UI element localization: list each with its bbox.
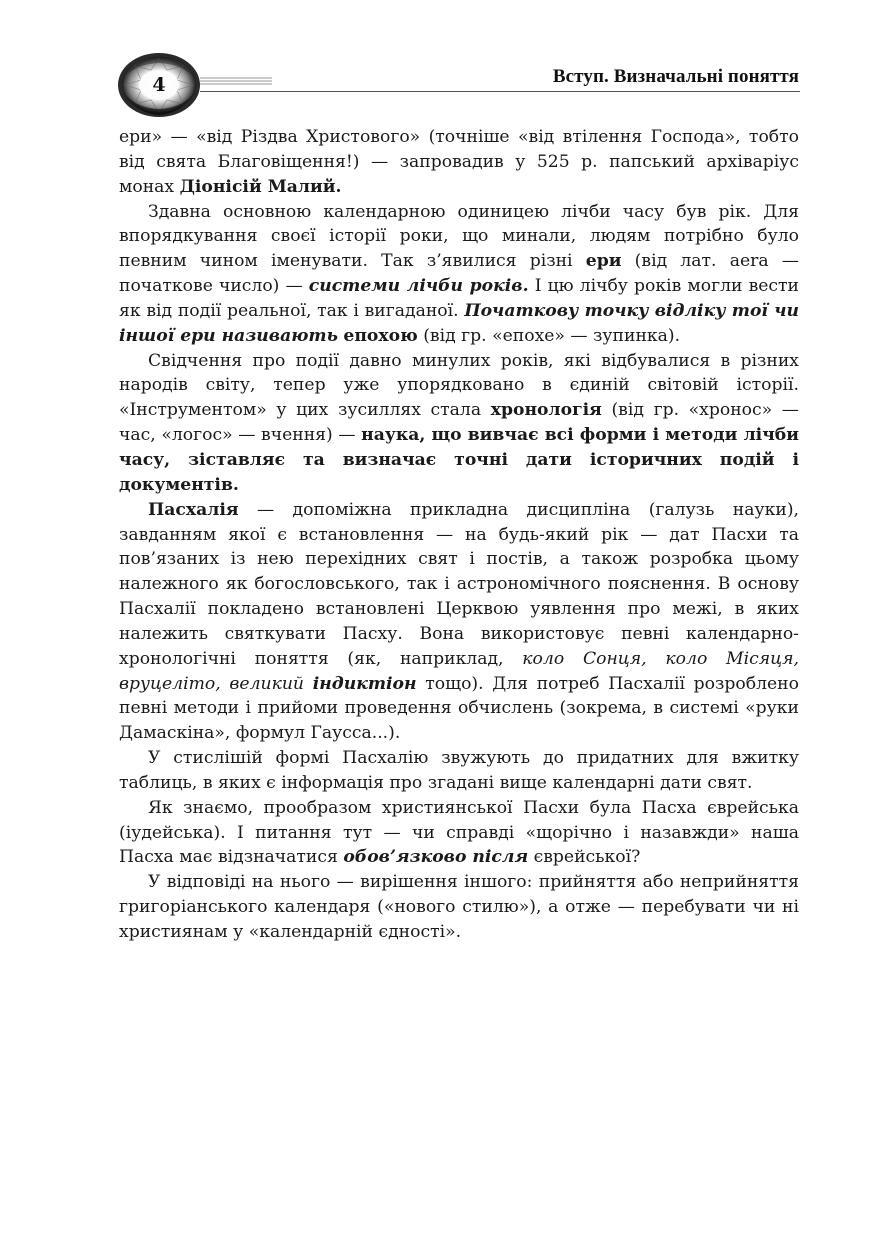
body-text [119,125,799,945]
page-number: 4 [152,74,166,96]
paragraph: У стислішій формі Пасхалію звужують до придатних для вжитку таблиць, в яких є інформація про згадані вище календарні дати свят. [119,748,799,793]
header-rule [200,91,800,92]
paragraph: ери» — «від Різдва Христового» (точніше «від втілення Господа», тобто від свята Благовіщення!) — запровадив у 525 р. папський архіваріус монах Діонісій Малий. [119,127,799,197]
paragraph: Як знаємо, прообразом християнської Пасхи була Пасха єврейська (іудейська). І питання тут — чи справді «щорічно і назавжди» наша Пасха має відзначатися обов’язково після єврейської? [119,797,799,868]
running-head: Вступ. Визначальні поняття [552,66,799,87]
paragraph: Свідчення про події давно минулих років, які відбувалися в різних народів світу, тепер уже упорядковано в єдиній світовій історії. «Інструментом» у цих зусиллях стала хронологія (від гр. «хронос» — час, «логос» — вчення) — наука, що вивчає всі форми і методи лічби часу, зіставляє та визначає точні дати історичних подій і документів. [119,350,800,495]
paragraph: Здавна основною календарною одиницею лічби часу був рік. Для впорядкування своєї історії роки, що минали, людям потрібно було певним чином іменувати. Так з’явилися різні ери (від лат. aera — початкове число) — системи лічби років. І цю лічбу років могли вести як від події реальної, так і вигаданої. Початкову точку відліку тої чи іншої ери називають епохою (від гр. «епохе» — зупинка). [119,201,800,346]
decorative-lines-icon [200,77,272,87]
paragraph: У відповіді на нього — вирішення іншого: прийняття або неприйняття григоріанського календаря («нового стилю»), а отже — перебувати чи ні християнам у «календарній єдності». [119,872,799,942]
paragraph: Пасхалія — допоміжна прикладна дисципліна (галузь науки), завданням якої є встановлення — на будь-який рік — дат Пасхи та пов’язаних із нею перехідних свят і постів, а також розробка цьому належного як богословського, так і астрономічного пояснення. В основу Пасхалії покладено встановлені Церквою уявлення про межі, в яких належить святкувати Пасху. Вона використовує певні календарно-хронологічні поняття (як, наприклад, коло Сонця, коло Місяця, вруцеліто, великий індиктіон тощо). Для потреб Пасхалії розроблено певні методи і прийоми проведення обчислень (зокрема, в системі «руки Дамаскіна», формул Гаусса...). [119,499,799,744]
